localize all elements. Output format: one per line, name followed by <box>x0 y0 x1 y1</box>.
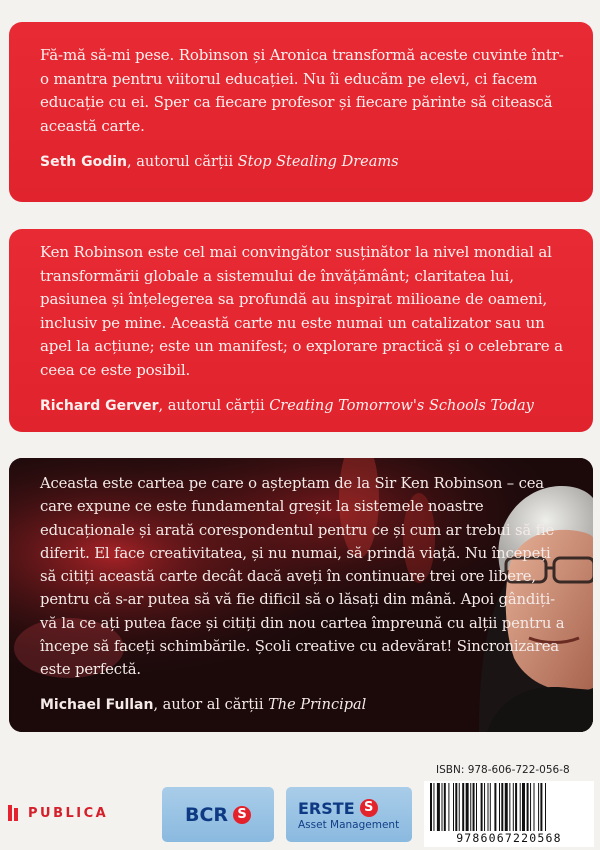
quote-panel-godin <box>9 22 593 202</box>
barcode-digits: 9786067220568 <box>424 831 594 845</box>
publisher-logo <box>8 805 108 821</box>
quote-role: , autor al cărții <box>153 696 269 713</box>
quote-text: Ken Robinson este cel mai convingător susținător la nivel mondial al transformării globale a sistemului de învățământ; claritatea lui, pasiunea și înțelegerea sa profundă au inspirat milioane de oameni, inclusiv pe mine. Această carte nu este numai un catalizator sau un apel la acțiune; este un manifest; o explorare practică și o celebrare a ceea ce este posibil. <box>40 243 563 379</box>
erste-subtitle: Asset Management <box>298 818 400 831</box>
quote-book-title: The Principal <box>268 696 367 713</box>
quote-panel-gerver <box>9 229 593 432</box>
erste-s-icon: S <box>360 799 378 817</box>
bcr-name: BCR <box>184 803 229 826</box>
quote-role: , autorul cărții <box>158 398 270 414</box>
erste-name: ERSTE <box>298 798 355 818</box>
quote-panel-fullan <box>9 458 593 732</box>
quote-attribution <box>40 396 569 416</box>
quote-attribution <box>40 695 569 715</box>
publisher-name: PUBLICA <box>28 805 109 821</box>
quote-text: Aceasta este cartea pe care o așteptam de la Sir Ken Robinson – cea care expune ce este fundamental greșit la sistemele noastre educaționale și arată corespondentul pentru ce și cum ar trebui să fie diferit. El face creativitatea, și nu numai, să prindă viață. Nu începeți să citiți această carte decât dacă aveți în continuare trei ore libere, pentru că s-ar putea să vă fie dificil să o lăsați din mână. Apoi gândiți-vă la ce ați putea face și citiți din nou cartea împreună cu alții pentru a începe să faceți schimbările. Școli creative cu adevărat! Sincronizarea este perfectă. <box>40 475 565 679</box>
publica-logo-icon <box>8 805 18 821</box>
isbn-label: ISBN: 978-606-722-056-8 <box>436 764 570 776</box>
quote-book-title: Stop Stealing Dreams <box>237 154 399 170</box>
bcr-sponsor-logo <box>162 787 274 842</box>
erste-s-icon: S <box>233 806 251 824</box>
erste-sponsor-logo <box>286 787 412 842</box>
quote-text: Fă-mă să-mi pese. Robinson și Aronica transformă aceste cuvinte într-o mantra pentru viitorul educației. Nu îi educăm pe elevi, ci facem educație cu ei. Sper ca fiecare profesor și fiecare părinte să citească această carte. <box>40 46 564 135</box>
quote-role: , autorul cărții <box>127 154 238 170</box>
quote-author: Richard Gerver <box>40 398 159 414</box>
quote-attribution <box>40 152 569 172</box>
quote-author: Michael Fullan <box>40 696 154 713</box>
quote-book-title: Creating Tomorrow's Schools Today <box>269 398 534 414</box>
quote-author: Seth Godin <box>40 154 128 170</box>
